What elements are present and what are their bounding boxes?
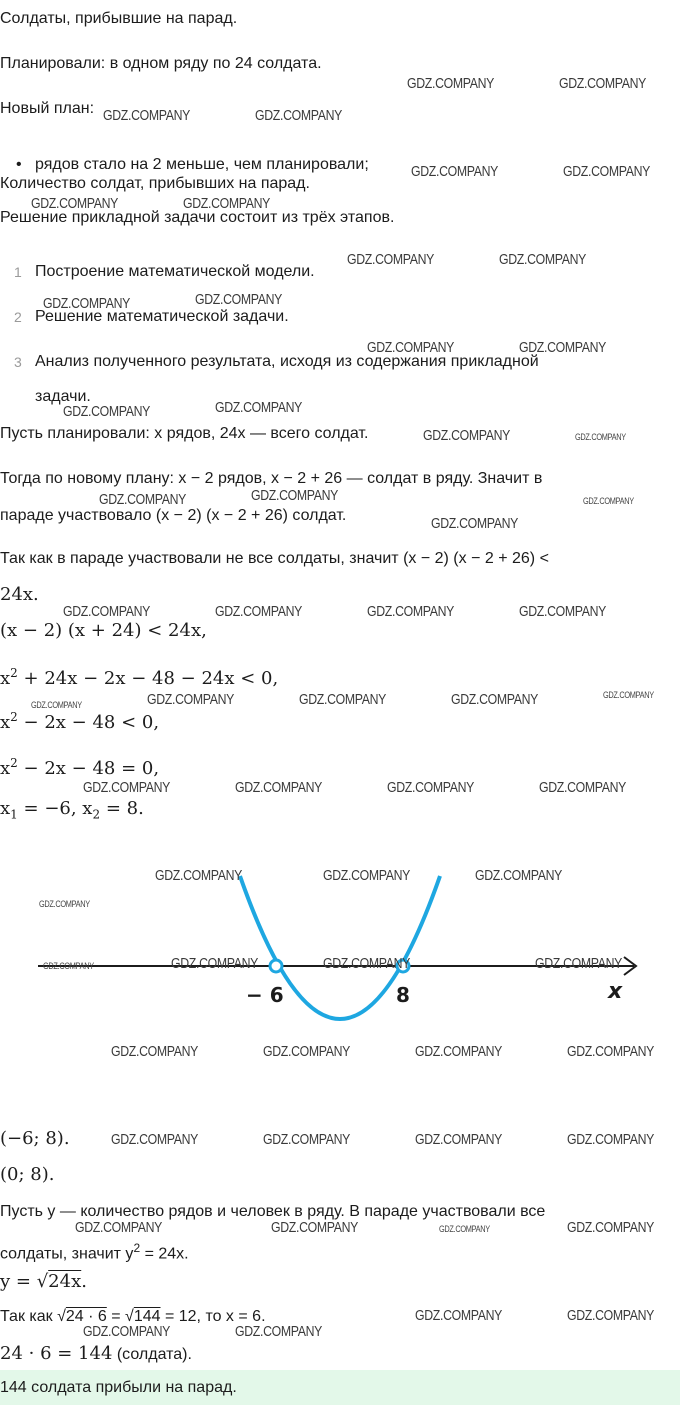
problem-title: Солдаты, прибывшие на парад. xyxy=(0,10,238,27)
watermark-text: GDZ.COMPANY xyxy=(451,691,539,708)
watermark-text: GDZ.COMPANY xyxy=(423,427,511,444)
x-axis-label: x xyxy=(608,979,623,1004)
watermark-text: GDZ.COMPANY xyxy=(43,961,94,971)
watermark-text: GDZ.COMPANY xyxy=(183,195,271,212)
sqrt-expression: y = √24x. xyxy=(0,1271,87,1292)
since-sqrt: Так как √24 · 6 = √144 = 12, то x = 6. xyxy=(0,1308,266,1325)
watermark-text: GDZ.COMPANY xyxy=(535,955,623,972)
watermark-text: GDZ.COMPANY xyxy=(63,603,151,620)
watermark-text: GDZ.COMPANY xyxy=(431,515,519,532)
answer-box xyxy=(0,1370,680,1405)
watermark-text: GDZ.COMPANY xyxy=(519,339,607,356)
watermark-text: GDZ.COMPANY xyxy=(83,779,171,796)
watermark-text: GDZ.COMPANY xyxy=(603,690,654,700)
watermark-text: GDZ.COMPANY xyxy=(99,491,187,508)
let-y-line-2: солдаты, значит $y^2 = 24x$. xyxy=(0,1241,189,1263)
interval-1: (−6; 8). xyxy=(0,1128,70,1149)
watermark-text: GDZ.COMPANY xyxy=(519,603,607,620)
watermark-text: GDZ.COMPANY xyxy=(415,1307,503,1324)
step-number-3: 3 xyxy=(14,354,22,370)
step-text-3: Анализ полученного результата, исходя из содержания прикладной xyxy=(35,353,539,370)
inequality-3: $x^2 - 2x - 48 < 0$, xyxy=(0,710,160,733)
parabola-graph xyxy=(0,860,680,1040)
bullet-dot: • xyxy=(16,156,22,173)
step-text-2: Решение математической задачи. xyxy=(35,308,289,325)
watermark-text: GDZ.COMPANY xyxy=(111,1131,199,1148)
root-right-label: 8 xyxy=(396,983,410,1007)
answer-text: 144 солдата прибыли на парад. xyxy=(0,1379,237,1396)
watermark-text: GDZ.COMPANY xyxy=(475,867,563,884)
watermark-text: GDZ.COMPANY xyxy=(415,1131,503,1148)
watermark-text: GDZ.COMPANY xyxy=(559,75,647,92)
watermark-text: GDZ.COMPANY xyxy=(411,163,499,180)
watermark-text: GDZ.COMPANY xyxy=(263,1131,351,1148)
step-text-1: Построение математической модели. xyxy=(35,263,315,280)
watermark-text: GDZ.COMPANY xyxy=(567,1219,655,1236)
watermark-text: GDZ.COMPANY xyxy=(155,867,243,884)
root-right-point xyxy=(397,960,409,972)
since-line-2: 24x. xyxy=(0,584,39,605)
find-line: Количество солдат, прибывших на парад. xyxy=(0,175,310,192)
let-y-line-1: Пусть y — количество рядов и человек в ряду. В параде участвовали все xyxy=(0,1203,546,1220)
watermark-text: GDZ.COMPANY xyxy=(323,955,411,972)
inequality-2: $x^2 + 24x - 2x - 48 - 24x < 0$, xyxy=(0,666,279,689)
watermark-text: GDZ.COMPANY xyxy=(75,1219,163,1236)
watermark-text: GDZ.COMPANY xyxy=(499,251,587,268)
watermark-text: GDZ.COMPANY xyxy=(83,1323,171,1340)
watermark-text: GDZ.COMPANY xyxy=(235,779,323,796)
watermark-text: GDZ.COMPANY xyxy=(539,779,627,796)
watermark-text: GDZ.COMPANY xyxy=(439,1224,490,1234)
watermark-text: GDZ.COMPANY xyxy=(215,399,303,416)
watermark-text: GDZ.COMPANY xyxy=(407,75,495,92)
watermark-text: GDZ.COMPANY xyxy=(387,779,475,796)
watermark-text: GDZ.COMPANY xyxy=(271,1219,359,1236)
watermark-text: GDZ.COMPANY xyxy=(43,295,131,312)
watermark-text: GDZ.COMPANY xyxy=(567,1307,655,1324)
watermark-text: GDZ.COMPANY xyxy=(299,691,387,708)
watermark-text: GDZ.COMPANY xyxy=(347,251,435,268)
watermark-text: GDZ.COMPANY xyxy=(367,339,455,356)
bullet-text: рядов стало на 2 меньше, чем планировали; xyxy=(35,156,369,173)
watermark-text: GDZ.COMPANY xyxy=(31,195,119,212)
planned-line: Планировали: в одном ряду по 24 солдата. xyxy=(0,55,322,72)
watermark-text: GDZ.COMPANY xyxy=(563,163,651,180)
watermark-text: GDZ.COMPANY xyxy=(263,1043,351,1060)
watermark-text: GDZ.COMPANY xyxy=(575,432,626,442)
step-text-3-cont: задачи. xyxy=(35,388,91,405)
watermark-text: GDZ.COMPANY xyxy=(255,107,343,124)
watermark-text: GDZ.COMPANY xyxy=(215,603,303,620)
watermark-text: GDZ.COMPANY xyxy=(103,107,191,124)
product-line: 24 · 6 = 144 (солдата). xyxy=(0,1343,192,1364)
watermark-text: GDZ.COMPANY xyxy=(195,291,283,308)
solution-intro: Решение прикладной задачи состоит из трёх этапов. xyxy=(0,209,395,226)
watermark-text: GDZ.COMPANY xyxy=(147,691,235,708)
watermark-text: GDZ.COMPANY xyxy=(171,955,259,972)
watermark-text: GDZ.COMPANY xyxy=(415,1043,503,1060)
let-planned: Пусть планировали: x рядов, 24x — всего солдат. xyxy=(0,425,369,442)
watermark-text: GDZ.COMPANY xyxy=(39,899,90,909)
watermark-text: GDZ.COMPANY xyxy=(323,867,411,884)
interval-2: (0; 8). xyxy=(0,1164,55,1185)
watermark-text: GDZ.COMPANY xyxy=(251,487,339,504)
then-line-1: Тогда по новому плану: x − 2 рядов, x − 2 + 26 — солдат в ряду. Значит в xyxy=(0,470,543,487)
inequality-1: (x − 2) (x + 24) < 24x, xyxy=(0,620,207,641)
root-left-label: − 6 xyxy=(246,983,284,1007)
step-number-2: 2 xyxy=(14,309,22,325)
equation: $x^2 - 2x - 48 = 0$, xyxy=(0,756,160,779)
new-plan-label: Новый план: xyxy=(0,100,95,117)
since-line-1: Так как в параде участвовали не все солдаты, значит (x − 2) (x − 2 + 26) < xyxy=(0,550,549,567)
watermark-text: GDZ.COMPANY xyxy=(235,1323,323,1340)
roots: $x_1 = -6$, $x_2 = 8$. xyxy=(0,798,144,822)
root-left-point xyxy=(270,960,282,972)
then-line-2: параде участвовало (x − 2) (x − 2 + 26) солдат. xyxy=(0,507,347,524)
watermark-text: GDZ.COMPANY xyxy=(63,403,151,420)
watermark-text: GDZ.COMPANY xyxy=(367,603,455,620)
watermark-text: GDZ.COMPANY xyxy=(583,496,634,506)
watermark-text: GDZ.COMPANY xyxy=(31,700,82,710)
watermark-text: GDZ.COMPANY xyxy=(567,1043,655,1060)
step-number-1: 1 xyxy=(14,264,22,280)
watermark-text: GDZ.COMPANY xyxy=(567,1131,655,1148)
watermark-text: GDZ.COMPANY xyxy=(111,1043,199,1060)
